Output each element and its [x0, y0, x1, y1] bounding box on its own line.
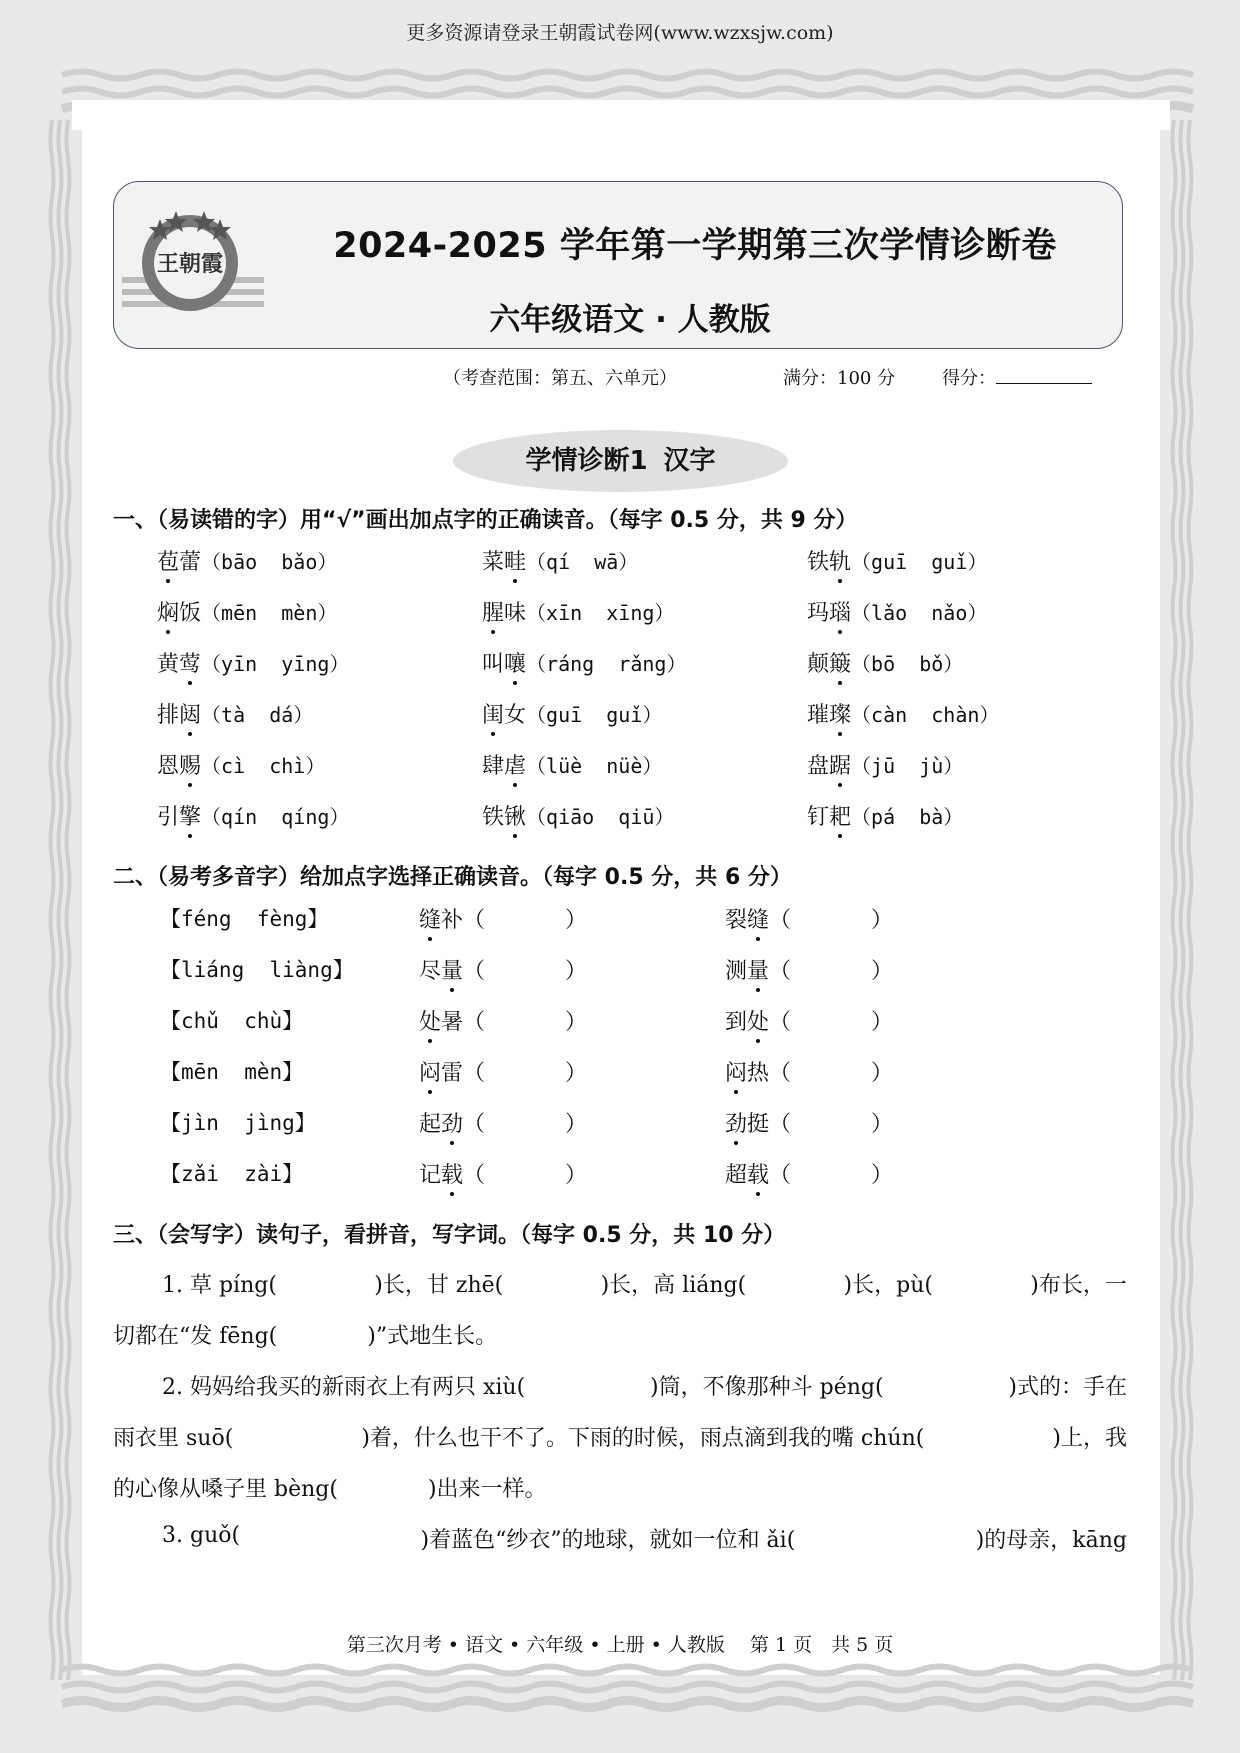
- dotted-char: 莺: [179, 647, 201, 678]
- dotted-char: 畦: [504, 545, 526, 576]
- sentence-segment: 3. guǒ(: [162, 1523, 241, 1548]
- word: [725, 908, 769, 933]
- reading-item[interactable]: [482, 596, 674, 627]
- sentence-segment: 雨衣里 suō(: [113, 1426, 234, 1451]
- close-paren: ）: [871, 959, 894, 984]
- word: [725, 1163, 769, 1188]
- pinyin-choices: 【chǔ chù】: [160, 1009, 304, 1033]
- char: 到: [725, 1010, 748, 1035]
- dotted-char: 量: [747, 954, 769, 985]
- reading-item[interactable]: [807, 545, 987, 576]
- section2-heading: 二、（易考多音字）给加点字选择正确读音。（每字 0.5 分，共 6 分）: [113, 865, 792, 890]
- word: [157, 601, 201, 626]
- dotted-char: 闼: [179, 698, 201, 729]
- dotted-char: 载: [747, 1158, 769, 1189]
- sentence-segment: )筒，不像那种斗 péng(: [650, 1375, 884, 1400]
- char: 钉: [807, 805, 830, 830]
- polyphone-item: [725, 954, 893, 985]
- section1-heading: 一、（易读错的字）用“√”画出加点字的正确读音。（每字 0.5 分，共 9 分）: [113, 508, 858, 533]
- word: [807, 805, 851, 830]
- close-paren: ）: [871, 1163, 894, 1188]
- char: 雷: [441, 1061, 464, 1086]
- reading-item[interactable]: [482, 647, 686, 678]
- word: [725, 1010, 769, 1035]
- char: 暑: [441, 1010, 464, 1035]
- open-paren: （: [463, 1010, 486, 1035]
- sentence-segment: 切都在“发 fēng(: [113, 1324, 278, 1349]
- pinyin-choices: 【mēn mèn】: [160, 1060, 304, 1084]
- word: [807, 550, 851, 575]
- reading-item[interactable]: [482, 749, 662, 780]
- dotted-char: 劲: [725, 1107, 747, 1138]
- word: [419, 908, 463, 933]
- pinyin-options[interactable]: （bāo bǎo）: [201, 550, 338, 574]
- answer-blank[interactable]: [277, 1319, 367, 1350]
- dotted-char: 焖: [157, 596, 179, 627]
- page-footer: 第三次月考 • 语文 • 六年级 • 上册 • 人教版 第 1 页 共 5 页: [346, 1634, 894, 1656]
- word: [157, 805, 201, 830]
- char: 铁: [482, 805, 505, 830]
- open-paren: （: [463, 959, 486, 984]
- sentence-segment: )长，pù(: [843, 1273, 933, 1298]
- char: 玛: [807, 601, 830, 626]
- pinyin-choices: 【féng fèng】: [160, 907, 329, 931]
- answer-blank[interactable]: [849, 1523, 923, 1554]
- word: [419, 1163, 463, 1188]
- sentence-segment: )布长，一: [1030, 1273, 1127, 1298]
- exam-scope: （考查范围：第五、六单元）: [443, 368, 677, 389]
- sentence-segment: )出来一样。: [427, 1477, 547, 1502]
- score-label: 得分：: [942, 368, 996, 389]
- char: 排: [157, 703, 180, 728]
- sentence-segment: )”式地生长。: [367, 1324, 498, 1349]
- sentence-segment: )着蓝色“纱衣”的地球，就如一位和 ǎi(: [420, 1528, 796, 1553]
- char: 女: [504, 703, 527, 728]
- dotted-char: 缝: [419, 903, 441, 934]
- dotted-char: 量: [441, 954, 463, 985]
- reading-item[interactable]: [157, 647, 349, 678]
- open-paren: （: [463, 908, 486, 933]
- word: [725, 959, 769, 984]
- answer-blank[interactable]: [909, 1370, 983, 1401]
- pinyin-options[interactable]: （xīn xīng）: [526, 601, 675, 625]
- word: [482, 652, 526, 677]
- answer-blank[interactable]: [515, 1268, 589, 1299]
- pinyin-options[interactable]: （qí wā）: [526, 550, 639, 574]
- pinyin-options[interactable]: （pá bà）: [851, 805, 964, 829]
- polyphone-item: [419, 903, 587, 934]
- char: 记: [419, 1163, 442, 1188]
- sentence-line: [162, 1268, 1127, 1299]
- unit-pill: [453, 430, 788, 492]
- polyphone-item: [419, 1056, 587, 1087]
- word: [807, 754, 851, 779]
- dotted-char: 瑙: [829, 596, 851, 627]
- sentence-segment: 2. 妈妈给我买的新雨衣上有两只 xiù(: [162, 1375, 526, 1400]
- word: [157, 652, 201, 677]
- char: 叫: [482, 652, 505, 677]
- char: 尽: [419, 959, 442, 984]
- reading-item[interactable]: [482, 800, 674, 831]
- sentence-segment: )的母亲，kāng: [975, 1528, 1127, 1553]
- char: 引: [157, 805, 180, 830]
- sentence-line: [162, 1370, 1127, 1401]
- word: [482, 601, 526, 626]
- pinyin-options[interactable]: （càn chàn）: [851, 703, 1000, 727]
- word: [157, 754, 201, 779]
- open-paren: （: [769, 1112, 792, 1137]
- score-field[interactable]: [942, 364, 1092, 390]
- exam-subtitle: 六年级语文 · 人教版: [489, 302, 771, 338]
- pinyin-choices: 【liáng liàng】: [160, 958, 354, 982]
- char: 饭: [179, 601, 202, 626]
- polyphone-item: [725, 1005, 893, 1036]
- polyphone-item: [725, 1158, 893, 1189]
- polyphone-item: [419, 1158, 587, 1189]
- pinyin-options[interactable]: （yīn yīng）: [201, 652, 350, 676]
- dotted-char: 轨: [829, 545, 851, 576]
- reading-item[interactable]: [482, 545, 638, 576]
- word: [419, 1061, 463, 1086]
- answer-blank[interactable]: [338, 1472, 428, 1503]
- sentence-line: [113, 1421, 1127, 1452]
- answer-blank[interactable]: [293, 1523, 367, 1554]
- close-paren: ）: [565, 1112, 588, 1137]
- polyphone-item: [419, 1107, 587, 1138]
- dotted-char: 闷: [419, 1056, 441, 1087]
- char: 补: [441, 908, 464, 933]
- open-paren: （: [463, 1163, 486, 1188]
- open-paren: （: [769, 1061, 792, 1086]
- sentence-line: [113, 1319, 1127, 1350]
- pinyin-options[interactable]: （qín qíng）: [201, 805, 350, 829]
- word: [419, 1112, 463, 1137]
- word: [482, 805, 526, 830]
- close-paren: ）: [565, 908, 588, 933]
- word: [419, 1010, 463, 1035]
- answer-blank[interactable]: [260, 1421, 334, 1452]
- dotted-char: 锹: [504, 800, 526, 831]
- reading-item[interactable]: [807, 800, 963, 831]
- dotted-char: 处: [747, 1005, 769, 1036]
- char: 颠: [807, 652, 830, 677]
- answer-blank[interactable]: [289, 1268, 363, 1299]
- close-paren: ）: [871, 1112, 894, 1137]
- dotted-char: 虐: [504, 749, 526, 780]
- char: 挺: [747, 1112, 770, 1137]
- pinyin-options[interactable]: （tà dá）: [201, 703, 314, 727]
- dotted-char: 嚷: [504, 647, 526, 678]
- reading-item[interactable]: [807, 698, 999, 729]
- answer-blank[interactable]: [951, 1421, 1025, 1452]
- dotted-char: 闺: [482, 698, 504, 729]
- char: 盘: [807, 754, 830, 779]
- unit-label: 学情诊断1: [525, 446, 648, 476]
- open-paren: （: [463, 1061, 486, 1086]
- sentence-line: [113, 1472, 1127, 1503]
- answer-blank[interactable]: [551, 1370, 625, 1401]
- word: [482, 703, 526, 728]
- word: [725, 1112, 769, 1137]
- full-score: 满分：100 分: [783, 368, 896, 389]
- char: 测: [725, 959, 748, 984]
- close-paren: ）: [871, 908, 894, 933]
- char: 黄: [157, 652, 180, 677]
- close-paren: ）: [565, 1010, 588, 1035]
- sentence-segment: )长，高 liáng(: [600, 1273, 747, 1298]
- polyphone-item: [725, 1107, 893, 1138]
- dotted-char: 璨: [829, 698, 851, 729]
- close-paren: ）: [565, 959, 588, 984]
- pinyin-options[interactable]: （bō bǒ）: [851, 652, 964, 676]
- char: 璀: [807, 703, 830, 728]
- open-paren: （: [463, 1112, 486, 1137]
- pinyin-options[interactable]: （ráng rǎng）: [526, 652, 687, 676]
- answer-blank[interactable]: [945, 1268, 1019, 1299]
- char: 菜: [482, 550, 505, 575]
- word: [157, 550, 201, 575]
- close-paren: ）: [871, 1010, 894, 1035]
- polyphone-item: [725, 1056, 893, 1087]
- word: [419, 959, 463, 984]
- section3-heading: 三、（会写字）读句子，看拼音，写字词。（每字 0.5 分，共 10 分）: [113, 1223, 786, 1248]
- dotted-char: 劲: [441, 1107, 463, 1138]
- polyphone-item: [419, 954, 587, 985]
- dotted-char: 载: [441, 1158, 463, 1189]
- char: 恩: [157, 754, 180, 779]
- close-paren: ）: [565, 1163, 588, 1188]
- sentence-segment: )着，什么也干不了。下雨的时候，雨点滴到我的嘴 chún(: [361, 1426, 925, 1451]
- pinyin-options[interactable]: （lǎo nǎo）: [851, 601, 988, 625]
- sentence-line: [162, 1523, 1127, 1554]
- char: 裂: [725, 908, 748, 933]
- reading-item[interactable]: [157, 545, 337, 576]
- pinyin-choices: 【jìn jìng】: [160, 1111, 316, 1135]
- dotted-char: 簸: [829, 647, 851, 678]
- word: [807, 652, 851, 677]
- word: [725, 1061, 769, 1086]
- char: 铁: [807, 550, 830, 575]
- sentence-segment: )式的：手在: [1008, 1375, 1127, 1400]
- word: [807, 601, 851, 626]
- sentence-segment: )长，甘 zhē(: [374, 1273, 504, 1298]
- char: 味: [504, 601, 527, 626]
- dotted-char: 处: [419, 1005, 441, 1036]
- reading-item[interactable]: [157, 749, 325, 780]
- sentence-segment: 的心像从嗓子里 bèng(: [113, 1477, 338, 1502]
- pinyin-options[interactable]: （guī guǐ）: [851, 550, 988, 574]
- reading-item[interactable]: [157, 698, 313, 729]
- reading-item[interactable]: [482, 698, 662, 729]
- open-paren: （: [769, 1163, 792, 1188]
- reading-item[interactable]: [807, 749, 963, 780]
- reading-item[interactable]: [157, 800, 349, 831]
- logo-text: 王朝霞: [156, 251, 224, 277]
- wangzhaoxia-logo: [120, 205, 270, 325]
- pinyin-options[interactable]: （guī guǐ）: [526, 703, 663, 727]
- close-paren: ）: [565, 1061, 588, 1086]
- exam-title: 2024-2025 学年第一学期第三次学情诊断卷: [333, 226, 1057, 266]
- char: 肆: [482, 754, 505, 779]
- pinyin-options[interactable]: （lüè nüè）: [526, 754, 663, 778]
- word: [482, 550, 526, 575]
- word: [482, 754, 526, 779]
- dotted-char: 擎: [179, 800, 201, 831]
- unit-topic: 汉字: [663, 446, 716, 476]
- char: 起: [419, 1112, 442, 1137]
- char: 蕾: [179, 550, 202, 575]
- sentence-segment: )上，我: [1052, 1426, 1127, 1451]
- dotted-char: 踞: [829, 749, 851, 780]
- polyphone-item: [725, 903, 893, 934]
- reading-item[interactable]: [157, 596, 337, 627]
- dotted-char: 腥: [482, 596, 504, 627]
- score-blank[interactable]: [996, 367, 1092, 384]
- polyphone-item: [419, 1005, 587, 1036]
- dotted-char: 闷: [725, 1056, 747, 1087]
- answer-blank[interactable]: [758, 1268, 832, 1299]
- open-paren: （: [769, 959, 792, 984]
- dotted-char: 耙: [829, 800, 851, 831]
- close-paren: ）: [871, 1061, 894, 1086]
- pinyin-choices: 【zǎi zài】: [160, 1162, 304, 1186]
- site-note: 更多资源请登录王朝霞试卷网(www.wzxsjw.com): [406, 22, 834, 44]
- char: 超: [725, 1163, 748, 1188]
- reading-item[interactable]: [807, 596, 987, 627]
- open-paren: （: [769, 1010, 792, 1035]
- open-paren: （: [769, 908, 792, 933]
- pinyin-options[interactable]: （mēn mèn）: [201, 601, 338, 625]
- dotted-char: 赐: [179, 749, 201, 780]
- char: 热: [747, 1061, 770, 1086]
- word: [807, 703, 851, 728]
- pinyin-options[interactable]: （jū jù）: [851, 754, 964, 778]
- dotted-char: 苞: [157, 545, 179, 576]
- dotted-char: 缝: [747, 903, 769, 934]
- reading-item[interactable]: [807, 647, 963, 678]
- word: [157, 703, 201, 728]
- sentence-segment: 1. 草 píng(: [162, 1273, 277, 1298]
- pinyin-options[interactable]: （qiāo qiū）: [526, 805, 675, 829]
- pinyin-options[interactable]: （cì chì）: [201, 754, 326, 778]
